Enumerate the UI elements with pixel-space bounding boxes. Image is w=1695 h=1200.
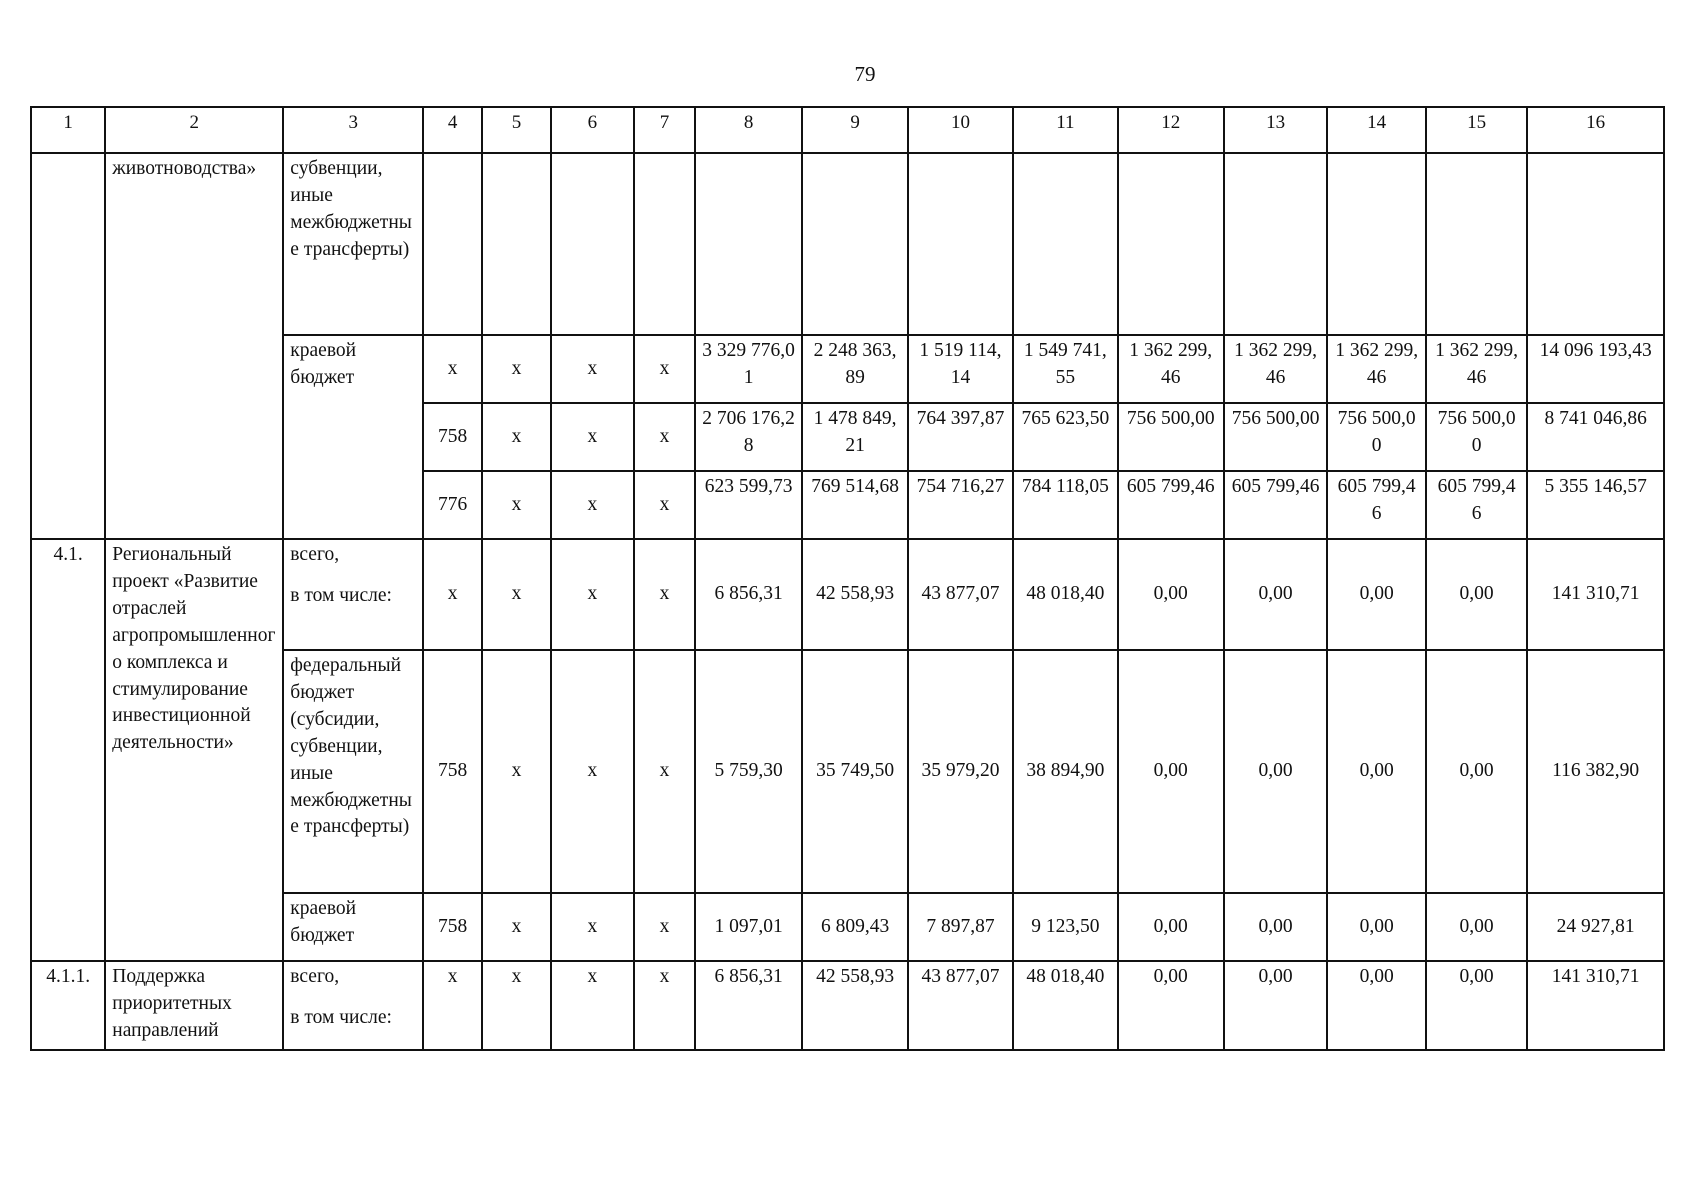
header-cell: 15 — [1426, 107, 1528, 153]
value-cell: 6 856,31 — [695, 961, 802, 1050]
funding-source-cell: субвенции, иные межбюджетные трансферты) — [283, 153, 423, 335]
code-col4: 758 — [423, 403, 482, 471]
source-line: всего, — [290, 966, 340, 987]
value-cell: 0,00 — [1426, 650, 1528, 893]
empty-cell — [1013, 153, 1118, 335]
code-col5: х — [482, 335, 551, 403]
header-cell: 11 — [1013, 107, 1118, 153]
code-col7: х — [634, 539, 695, 650]
value-cell: 1 519 114,14 — [908, 335, 1013, 403]
value-cell: 0,00 — [1224, 893, 1328, 961]
header-cell: 12 — [1118, 107, 1224, 153]
value-cell: 764 397,87 — [908, 403, 1013, 471]
empty-cell — [802, 153, 908, 335]
value-cell: 1 362 299,46 — [1224, 335, 1328, 403]
value-cell: 6 809,43 — [802, 893, 908, 961]
value-cell: 0,00 — [1224, 650, 1328, 893]
value-cell: 7 897,87 — [908, 893, 1013, 961]
value-cell: 5 759,30 — [695, 650, 802, 893]
value-cell: 605 799,46 — [1426, 471, 1528, 539]
value-cell: 3 329 776,01 — [695, 335, 802, 403]
total-cell: 141 310,71 — [1527, 539, 1664, 650]
empty-cell — [1327, 153, 1425, 335]
table-row — [31, 153, 1664, 335]
value-cell: 1 362 299,46 — [1118, 335, 1224, 403]
value-cell: 35 979,20 — [908, 650, 1013, 893]
value-cell: 1 097,01 — [695, 893, 802, 961]
funding-source-cell — [283, 539, 423, 650]
code-col4: 758 — [423, 893, 482, 961]
code-col5: х — [482, 650, 551, 893]
value-cell: 35 749,50 — [802, 650, 908, 893]
value-cell: 756 500,00 — [1327, 403, 1425, 471]
code-col4: х — [423, 335, 482, 403]
value-cell: 43 877,07 — [908, 539, 1013, 650]
value-cell: 9 123,50 — [1013, 893, 1118, 961]
value-cell: 0,00 — [1118, 539, 1224, 650]
code-col5: х — [482, 403, 551, 471]
value-cell: 756 500,00 — [1118, 403, 1224, 471]
value-cell: 754 716,27 — [908, 471, 1013, 539]
value-cell: 1 362 299,46 — [1426, 335, 1528, 403]
value-cell: 0,00 — [1426, 893, 1528, 961]
code-col6: х — [551, 650, 634, 893]
total-cell: 14 096 193,43 — [1527, 335, 1664, 403]
value-cell: 0,00 — [1327, 650, 1425, 893]
source-line: в том числе: — [290, 584, 392, 606]
code-col4: 758 — [423, 650, 482, 893]
table-row — [31, 539, 1664, 650]
page-number: 79 — [854, 62, 876, 86]
code-col4: 776 — [423, 471, 482, 539]
code-col6: х — [551, 335, 634, 403]
header-cell: 7 — [634, 107, 695, 153]
header-row — [31, 107, 1664, 153]
empty-cell — [695, 153, 802, 335]
value-cell: 38 894,90 — [1013, 650, 1118, 893]
value-cell: 0,00 — [1327, 961, 1425, 1050]
header-cell: 2 — [105, 107, 283, 153]
empty-cell — [1118, 153, 1224, 335]
header-cell: 14 — [1327, 107, 1425, 153]
code-col6: х — [551, 403, 634, 471]
empty-cell — [1224, 153, 1328, 335]
source-line: в том числе: — [290, 1006, 392, 1028]
value-cell: 623 599,73 — [695, 471, 802, 539]
value-cell: 42 558,93 — [802, 961, 908, 1050]
empty-cell — [1426, 153, 1528, 335]
value-cell: 0,00 — [1327, 893, 1425, 961]
value-cell: 48 018,40 — [1013, 961, 1118, 1050]
code-col4: х — [423, 961, 482, 1050]
value-cell: 0,00 — [1327, 539, 1425, 650]
header-cell: 9 — [802, 107, 908, 153]
empty-cell — [908, 153, 1013, 335]
code-col5: х — [482, 539, 551, 650]
code-col6: х — [551, 471, 634, 539]
value-cell: 0,00 — [1224, 539, 1328, 650]
total-cell: 24 927,81 — [1527, 893, 1664, 961]
header-cell: 4 — [423, 107, 482, 153]
header-cell: 3 — [283, 107, 423, 153]
header-cell: 5 — [482, 107, 551, 153]
empty-cell — [482, 153, 551, 335]
empty-cell — [634, 153, 695, 335]
code-col7: х — [634, 403, 695, 471]
value-cell: 0,00 — [1118, 893, 1224, 961]
value-cell: 1 362 299,46 — [1327, 335, 1425, 403]
line-gap — [290, 991, 416, 1005]
empty-cell — [551, 153, 634, 335]
item-code-cell: 4.1. — [31, 539, 105, 961]
header-cell: 10 — [908, 107, 1013, 153]
value-cell: 2 248 363,89 — [802, 335, 908, 403]
value-cell: 0,00 — [1426, 539, 1528, 650]
code-col7: х — [634, 335, 695, 403]
table-row — [31, 961, 1664, 1050]
item-name-cell: Региональный проект «Развитие отраслей агропромышленного комплекса и стимулирование инвестиционной деятельности» — [105, 539, 283, 961]
code-col5: х — [482, 893, 551, 961]
header-cell: 8 — [695, 107, 802, 153]
value-cell: 6 856,31 — [695, 539, 802, 650]
code-col7: х — [634, 893, 695, 961]
value-cell: 48 018,40 — [1013, 539, 1118, 650]
header-cell: 13 — [1224, 107, 1328, 153]
value-cell: 0,00 — [1118, 650, 1224, 893]
value-cell: 784 118,05 — [1013, 471, 1118, 539]
value-cell: 1 549 741,55 — [1013, 335, 1118, 403]
code-col4: х — [423, 539, 482, 650]
empty-cell — [1527, 153, 1664, 335]
item-name-cell: Поддержка приоритетных направлений — [105, 961, 283, 1050]
item-code-cell: 4.1.1. — [31, 961, 105, 1050]
total-cell: 5 355 146,57 — [1527, 471, 1664, 539]
value-cell: 0,00 — [1426, 961, 1528, 1050]
code-col6: х — [551, 893, 634, 961]
funding-source-cell: краевой бюджет — [283, 893, 423, 961]
header-cell: 6 — [551, 107, 634, 153]
total-cell: 141 310,71 — [1527, 961, 1664, 1050]
code-col5: х — [482, 961, 551, 1050]
line-gap — [290, 569, 416, 583]
code-col7: х — [634, 961, 695, 1050]
total-cell: 116 382,90 — [1527, 650, 1664, 893]
code-col5: х — [482, 471, 551, 539]
value-cell: 605 799,46 — [1327, 471, 1425, 539]
value-cell: 605 799,46 — [1118, 471, 1224, 539]
source-line: всего, — [290, 544, 340, 565]
empty-cell — [423, 153, 482, 335]
code-col7: х — [634, 471, 695, 539]
value-cell: 2 706 176,28 — [695, 403, 802, 471]
code-col6: х — [551, 539, 634, 650]
value-cell: 43 877,07 — [908, 961, 1013, 1050]
code-col7: х — [634, 650, 695, 893]
value-cell: 0,00 — [1118, 961, 1224, 1050]
value-cell: 769 514,68 — [802, 471, 908, 539]
value-cell: 756 500,00 — [1224, 403, 1328, 471]
value-cell: 605 799,46 — [1224, 471, 1328, 539]
item-name-cell: животноводства» — [105, 153, 283, 539]
code-cell — [31, 153, 105, 539]
value-cell: 765 623,50 — [1013, 403, 1118, 471]
funding-source-cell: федеральный бюджет (субсидии, субвенции, иные межбюджетные трансферты) — [283, 650, 423, 893]
header-cell: 16 — [1527, 107, 1664, 153]
value-cell: 756 500,00 — [1426, 403, 1528, 471]
value-cell: 42 558,93 — [802, 539, 908, 650]
value-cell: 1 478 849,21 — [802, 403, 908, 471]
total-cell: 8 741 046,86 — [1527, 403, 1664, 471]
funding-source-cell — [283, 961, 423, 1050]
budget-table — [30, 106, 1665, 1051]
header-cell: 1 — [31, 107, 105, 153]
value-cell: 0,00 — [1224, 961, 1328, 1050]
funding-source-cell: краевой бюджет — [283, 335, 423, 539]
code-col6: х — [551, 961, 634, 1050]
